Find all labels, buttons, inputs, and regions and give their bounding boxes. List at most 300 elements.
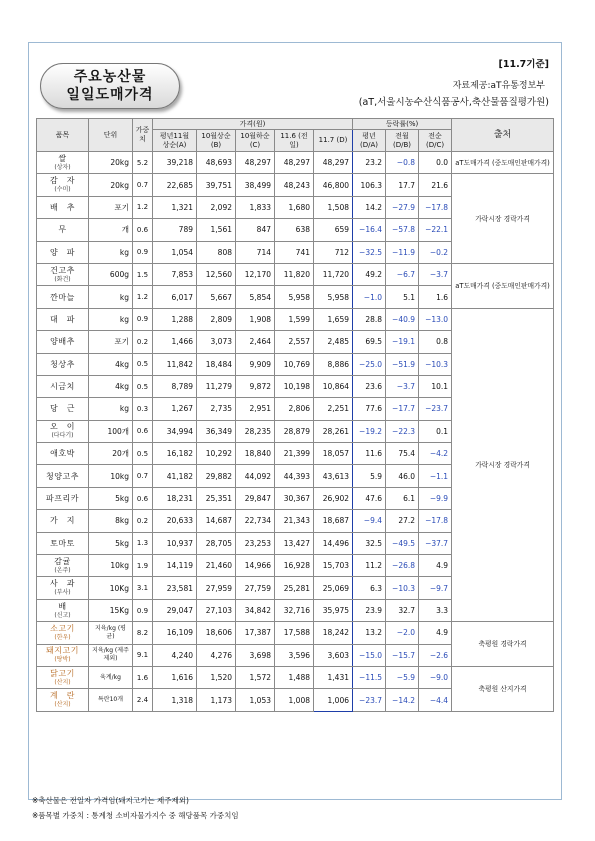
item-weight: 0.5 bbox=[133, 443, 153, 465]
change-cell: −4.4 bbox=[419, 689, 452, 711]
price-cell: 3,603 bbox=[314, 644, 353, 666]
item-weight: 0.7 bbox=[133, 465, 153, 487]
price-cell: 10,769 bbox=[275, 353, 314, 375]
change-cell: −1.0 bbox=[353, 286, 386, 308]
change-cell: 6.3 bbox=[353, 577, 386, 599]
item-weight: 1.9 bbox=[133, 555, 153, 577]
item-weight: 0.5 bbox=[133, 353, 153, 375]
item-name bbox=[37, 308, 89, 330]
change-cell: 69.5 bbox=[353, 331, 386, 353]
change-cell: 0.0 bbox=[419, 152, 452, 174]
price-cell: 44,092 bbox=[236, 465, 275, 487]
change-cell: −17.8 bbox=[419, 510, 452, 532]
item-name bbox=[37, 443, 89, 465]
price-cell: 18,484 bbox=[197, 353, 236, 375]
item-name bbox=[37, 555, 89, 577]
price-cell: 808 bbox=[197, 241, 236, 263]
price-cell: 21,460 bbox=[197, 555, 236, 577]
item-variety: (부사) bbox=[54, 589, 71, 597]
footnote-livestock: ※축산물은 전일자 가격임(돼지고기는 제주제외) bbox=[32, 796, 189, 805]
price-cell: 28,235 bbox=[236, 420, 275, 442]
item-name bbox=[37, 375, 89, 397]
header-price-avg: 평년11월 상순(A) bbox=[153, 130, 197, 152]
change-cell: −17.7 bbox=[386, 398, 419, 420]
price-cell: 5,958 bbox=[314, 286, 353, 308]
report-title-line2: 일일도매가격 bbox=[66, 87, 154, 103]
item-weight: 1.3 bbox=[133, 532, 153, 554]
change-cell: 11.2 bbox=[353, 555, 386, 577]
item-name bbox=[37, 644, 89, 666]
price-cell: 1,173 bbox=[197, 689, 236, 711]
item-unit: 특란10개 bbox=[89, 689, 133, 711]
change-cell: −11.5 bbox=[353, 666, 386, 688]
item-weight: 0.9 bbox=[133, 599, 153, 621]
item-name-text: 감 자 bbox=[50, 176, 75, 186]
item-unit: 4kg bbox=[89, 353, 133, 375]
price-cell: 1,833 bbox=[236, 196, 275, 218]
price-cell: 741 bbox=[275, 241, 314, 263]
price-cell: 10,937 bbox=[153, 532, 197, 554]
price-cell: 6,017 bbox=[153, 286, 197, 308]
item-weight: 0.6 bbox=[133, 420, 153, 442]
price-cell: 18,840 bbox=[236, 443, 275, 465]
item-weight: 0.7 bbox=[133, 174, 153, 196]
price-cell: 10,198 bbox=[275, 375, 314, 397]
item-unit: 20kg bbox=[89, 152, 133, 174]
price-cell: 48,243 bbox=[275, 174, 314, 196]
item-weight: 3.1 bbox=[133, 577, 153, 599]
item-unit: 20개 bbox=[89, 443, 133, 465]
price-source: aT도매가격 (중도매인판매가격) bbox=[452, 263, 554, 308]
data-sources: (aT,서울시농수산식품공사,축산물품질평가원) bbox=[358, 97, 549, 108]
item-weight: 2.4 bbox=[133, 689, 153, 711]
price-cell: 16,928 bbox=[275, 555, 314, 577]
report-title-line1: 주요농산물 bbox=[73, 69, 147, 85]
price-cell: 9,872 bbox=[236, 375, 275, 397]
change-cell: −3.7 bbox=[419, 263, 452, 285]
item-variety: (다다기) bbox=[51, 432, 74, 440]
item-weight: 1.2 bbox=[133, 286, 153, 308]
price-cell: 638 bbox=[275, 219, 314, 241]
item-name bbox=[37, 219, 89, 241]
price-cell: 18,231 bbox=[153, 487, 197, 509]
change-cell: −37.7 bbox=[419, 532, 452, 554]
item-weight: 0.2 bbox=[133, 331, 153, 353]
header-price-group: 가격(원) bbox=[153, 119, 353, 130]
change-cell: 106.3 bbox=[353, 174, 386, 196]
change-cell: −19.2 bbox=[353, 420, 386, 442]
item-unit: 육계/kg bbox=[89, 666, 133, 688]
item-variety: (산지) bbox=[54, 678, 71, 686]
change-cell: −0.2 bbox=[419, 241, 452, 263]
item-variety: (신고) bbox=[54, 611, 71, 619]
price-source: 가락시장 경락가격 bbox=[452, 174, 554, 264]
item-name-text: 무 bbox=[58, 225, 67, 235]
price-cell: 27,759 bbox=[236, 577, 275, 599]
price-cell: 13,427 bbox=[275, 532, 314, 554]
price-cell: 43,613 bbox=[314, 465, 353, 487]
price-cell: 15,703 bbox=[314, 555, 353, 577]
change-cell: 21.6 bbox=[419, 174, 452, 196]
change-cell: −2.0 bbox=[386, 622, 419, 644]
price-cell: 1,680 bbox=[275, 196, 314, 218]
price-cell: 5,958 bbox=[275, 286, 314, 308]
item-variety: (상자) bbox=[54, 163, 71, 171]
change-cell: 3.3 bbox=[419, 599, 452, 621]
change-cell: −9.0 bbox=[419, 666, 452, 688]
price-cell: 46,800 bbox=[314, 174, 353, 196]
price-cell: 8,886 bbox=[314, 353, 353, 375]
item-name bbox=[37, 577, 89, 599]
change-cell: −13.0 bbox=[419, 308, 452, 330]
price-table bbox=[36, 118, 554, 712]
item-name-text: 토마토 bbox=[50, 538, 75, 548]
price-cell: 11,720 bbox=[314, 263, 353, 285]
change-cell: −40.9 bbox=[386, 308, 419, 330]
item-unit: 100개 bbox=[89, 420, 133, 442]
price-source: 축평원 산지가격 bbox=[452, 666, 554, 711]
change-cell: −25.0 bbox=[353, 353, 386, 375]
item-name bbox=[37, 599, 89, 621]
table-row bbox=[37, 174, 554, 196]
price-cell: 29,882 bbox=[197, 465, 236, 487]
change-cell: −3.7 bbox=[386, 375, 419, 397]
change-cell: −51.9 bbox=[386, 353, 419, 375]
price-cell: 1,318 bbox=[153, 689, 197, 711]
item-unit: 20kg bbox=[89, 174, 133, 196]
price-cell: 21,343 bbox=[275, 510, 314, 532]
item-name bbox=[37, 286, 89, 308]
item-name-text: 당 근 bbox=[50, 404, 75, 414]
change-cell: 77.6 bbox=[353, 398, 386, 420]
item-name-text: 배 추 bbox=[50, 202, 75, 212]
change-cell: −2.6 bbox=[419, 644, 452, 666]
change-cell: −5.9 bbox=[386, 666, 419, 688]
item-unit: 5kg bbox=[89, 532, 133, 554]
item-name bbox=[37, 353, 89, 375]
item-weight: 1.5 bbox=[133, 263, 153, 285]
item-unit: 15Kg bbox=[89, 599, 133, 621]
item-name-text: 오 이 bbox=[50, 422, 75, 432]
price-cell: 18,687 bbox=[314, 510, 353, 532]
change-cell: −16.4 bbox=[353, 219, 386, 241]
price-cell: 2,557 bbox=[275, 331, 314, 353]
price-cell: 3,698 bbox=[236, 644, 275, 666]
header-change-period: 전순 (D/C) bbox=[419, 130, 452, 152]
price-cell: 1,006 bbox=[314, 689, 353, 711]
data-provider: 자료제공:aT유통정보부 bbox=[452, 81, 545, 91]
price-cell: 14,496 bbox=[314, 532, 353, 554]
change-cell: −23.7 bbox=[353, 689, 386, 711]
item-variety: (탕박) bbox=[54, 656, 71, 664]
price-cell: 48,297 bbox=[314, 152, 353, 174]
change-cell: −15.7 bbox=[386, 644, 419, 666]
item-unit: 지육/kg (평균) bbox=[89, 622, 133, 644]
item-weight: 0.2 bbox=[133, 510, 153, 532]
item-unit: 600g bbox=[89, 263, 133, 285]
price-cell: 10,292 bbox=[197, 443, 236, 465]
change-cell: −22.3 bbox=[386, 420, 419, 442]
item-name-text: 파프리카 bbox=[46, 494, 79, 504]
price-cell: 1,908 bbox=[236, 308, 275, 330]
table-row bbox=[37, 152, 554, 174]
table-row bbox=[37, 622, 554, 644]
item-name bbox=[37, 263, 89, 285]
price-cell: 2,735 bbox=[197, 398, 236, 420]
change-cell: 75.4 bbox=[386, 443, 419, 465]
change-cell: 0.1 bbox=[419, 420, 452, 442]
item-variety: (수미) bbox=[54, 186, 71, 194]
item-name-text: 쌀 bbox=[58, 153, 67, 163]
price-cell: 36,349 bbox=[197, 420, 236, 442]
item-weight: 9.1 bbox=[133, 644, 153, 666]
item-unit: 10Kg bbox=[89, 577, 133, 599]
item-weight: 0.5 bbox=[133, 375, 153, 397]
header-price-oct-early: 10월상순 (B) bbox=[197, 130, 236, 152]
price-cell: 3,596 bbox=[275, 644, 314, 666]
change-cell: 13.2 bbox=[353, 622, 386, 644]
header-price-oct-late: 10월하순 (C) bbox=[236, 130, 275, 152]
change-cell: 47.6 bbox=[353, 487, 386, 509]
item-name bbox=[37, 532, 89, 554]
price-cell: 11,842 bbox=[153, 353, 197, 375]
price-cell: 1,321 bbox=[153, 196, 197, 218]
price-cell: 26,902 bbox=[314, 487, 353, 509]
change-cell: −22.1 bbox=[419, 219, 452, 241]
price-cell: 28,261 bbox=[314, 420, 353, 442]
change-cell: 28.8 bbox=[353, 308, 386, 330]
item-name-text: 애호박 bbox=[50, 449, 75, 459]
item-name bbox=[37, 398, 89, 420]
change-cell: −1.1 bbox=[419, 465, 452, 487]
price-cell: 34,842 bbox=[236, 599, 275, 621]
change-cell: 23.6 bbox=[353, 375, 386, 397]
price-cell: 2,251 bbox=[314, 398, 353, 420]
item-name-text: 대 파 bbox=[50, 314, 75, 324]
item-name-text: 감귤 bbox=[54, 556, 71, 566]
header-price-today: 11.7 (D) bbox=[314, 130, 353, 152]
header-change-group: 등락률(%) bbox=[353, 119, 452, 130]
item-unit: 개 bbox=[89, 219, 133, 241]
price-source: 가락시장 경락가격 bbox=[452, 308, 554, 621]
item-variety: (산지) bbox=[54, 701, 71, 709]
item-unit: 4kg bbox=[89, 375, 133, 397]
item-name bbox=[37, 689, 89, 711]
item-name-text: 닭고기 bbox=[50, 668, 75, 678]
price-cell: 18,606 bbox=[197, 622, 236, 644]
price-cell: 2,485 bbox=[314, 331, 353, 353]
price-cell: 48,693 bbox=[197, 152, 236, 174]
item-weight: 5.2 bbox=[133, 152, 153, 174]
item-unit: 지육/kg (제주제외) bbox=[89, 644, 133, 666]
report-title-badge bbox=[40, 63, 180, 109]
item-name-text: 배 bbox=[58, 601, 67, 611]
item-name-text: 양배추 bbox=[50, 337, 75, 347]
price-cell: 1,288 bbox=[153, 308, 197, 330]
price-cell: 659 bbox=[314, 219, 353, 241]
price-cell: 22,734 bbox=[236, 510, 275, 532]
item-name-text: 사 과 bbox=[50, 579, 75, 589]
price-cell: 18,242 bbox=[314, 622, 353, 644]
price-cell: 2,806 bbox=[275, 398, 314, 420]
price-cell: 1,520 bbox=[197, 666, 236, 688]
price-cell: 39,218 bbox=[153, 152, 197, 174]
price-cell: 8,789 bbox=[153, 375, 197, 397]
price-cell: 1,488 bbox=[275, 666, 314, 688]
header-change-avg: 평년 (D/A) bbox=[353, 130, 386, 152]
change-cell: 23.9 bbox=[353, 599, 386, 621]
price-cell: 1,431 bbox=[314, 666, 353, 688]
price-cell: 28,705 bbox=[197, 532, 236, 554]
change-cell: 10.1 bbox=[419, 375, 452, 397]
change-cell: −19.1 bbox=[386, 331, 419, 353]
reference-date: [11.7기준] bbox=[498, 59, 549, 70]
price-cell: 11,820 bbox=[275, 263, 314, 285]
price-cell: 20,633 bbox=[153, 510, 197, 532]
item-weight: 1.6 bbox=[133, 666, 153, 688]
price-cell: 29,047 bbox=[153, 599, 197, 621]
price-cell: 18,057 bbox=[314, 443, 353, 465]
header-change-month: 전월 (D/B) bbox=[386, 130, 419, 152]
item-unit: kg bbox=[89, 241, 133, 263]
price-cell: 14,119 bbox=[153, 555, 197, 577]
price-cell: 847 bbox=[236, 219, 275, 241]
change-cell: −10.3 bbox=[386, 577, 419, 599]
item-name-text: 건고추 bbox=[50, 265, 75, 275]
item-unit: 10kg bbox=[89, 555, 133, 577]
change-cell: −14.2 bbox=[386, 689, 419, 711]
price-cell: 7,853 bbox=[153, 263, 197, 285]
item-name-text: 깐마늘 bbox=[50, 292, 75, 302]
price-cell: 1,466 bbox=[153, 331, 197, 353]
item-name-text: 청상추 bbox=[50, 359, 75, 369]
header-price-prev-day: 11.6 (전일) bbox=[275, 130, 314, 152]
change-cell: 23.2 bbox=[353, 152, 386, 174]
item-name-text: 청양고추 bbox=[46, 471, 79, 481]
price-cell: 1,267 bbox=[153, 398, 197, 420]
price-cell: 1,008 bbox=[275, 689, 314, 711]
table-row bbox=[37, 666, 554, 688]
item-name-text: 돼지고기 bbox=[46, 646, 79, 656]
item-unit: 포기 bbox=[89, 196, 133, 218]
table-row bbox=[37, 263, 554, 285]
item-name-text: 계 란 bbox=[50, 691, 75, 701]
item-unit: 8kg bbox=[89, 510, 133, 532]
price-cell: 9,909 bbox=[236, 353, 275, 375]
price-cell: 29,847 bbox=[236, 487, 275, 509]
header-item: 품목 bbox=[37, 119, 89, 152]
item-name-text: 양 파 bbox=[50, 247, 75, 257]
change-cell: −10.3 bbox=[419, 353, 452, 375]
price-cell: 4,240 bbox=[153, 644, 197, 666]
price-cell: 22,685 bbox=[153, 174, 197, 196]
item-unit: kg bbox=[89, 398, 133, 420]
price-cell: 23,581 bbox=[153, 577, 197, 599]
price-cell: 23,253 bbox=[236, 532, 275, 554]
item-unit: 10kg bbox=[89, 465, 133, 487]
price-cell: 1,054 bbox=[153, 241, 197, 263]
item-variety: (온주) bbox=[54, 566, 71, 574]
item-weight: 0.9 bbox=[133, 308, 153, 330]
price-cell: 11,279 bbox=[197, 375, 236, 397]
price-cell: 39,751 bbox=[197, 174, 236, 196]
change-cell: −0.8 bbox=[386, 152, 419, 174]
price-cell: 789 bbox=[153, 219, 197, 241]
change-cell: 32.7 bbox=[386, 599, 419, 621]
item-weight: 0.3 bbox=[133, 398, 153, 420]
item-unit: 5kg bbox=[89, 487, 133, 509]
item-unit: 포기 bbox=[89, 331, 133, 353]
item-weight: 8.2 bbox=[133, 622, 153, 644]
item-name bbox=[37, 174, 89, 196]
change-cell: −49.5 bbox=[386, 532, 419, 554]
price-cell: 28,879 bbox=[275, 420, 314, 442]
price-cell: 1,659 bbox=[314, 308, 353, 330]
price-cell: 2,092 bbox=[197, 196, 236, 218]
change-cell: −17.8 bbox=[419, 196, 452, 218]
change-cell: 5.9 bbox=[353, 465, 386, 487]
change-cell: −11.9 bbox=[386, 241, 419, 263]
price-cell: 1,053 bbox=[236, 689, 275, 711]
price-cell: 1,616 bbox=[153, 666, 197, 688]
price-cell: 38,499 bbox=[236, 174, 275, 196]
price-cell: 27,959 bbox=[197, 577, 236, 599]
change-cell: −9.7 bbox=[419, 577, 452, 599]
change-cell: 49.2 bbox=[353, 263, 386, 285]
item-name-text: 소고기 bbox=[50, 623, 75, 633]
item-name bbox=[37, 510, 89, 532]
item-weight: 1.2 bbox=[133, 196, 153, 218]
change-cell: 27.2 bbox=[386, 510, 419, 532]
item-name bbox=[37, 152, 89, 174]
price-cell: 2,809 bbox=[197, 308, 236, 330]
item-weight: 0.6 bbox=[133, 219, 153, 241]
item-name-text: 시금치 bbox=[50, 382, 75, 392]
price-cell: 14,966 bbox=[236, 555, 275, 577]
change-cell: −23.7 bbox=[419, 398, 452, 420]
price-cell: 2,951 bbox=[236, 398, 275, 420]
change-cell: 11.6 bbox=[353, 443, 386, 465]
change-cell: 4.9 bbox=[419, 555, 452, 577]
price-cell: 16,109 bbox=[153, 622, 197, 644]
price-source: aT도매가격 (중도매인판매가격) bbox=[452, 152, 554, 174]
item-name bbox=[37, 465, 89, 487]
price-cell: 44,393 bbox=[275, 465, 314, 487]
price-cell: 30,367 bbox=[275, 487, 314, 509]
change-cell: 17.7 bbox=[386, 174, 419, 196]
item-weight: 0.9 bbox=[133, 241, 153, 263]
price-cell: 25,351 bbox=[197, 487, 236, 509]
price-cell: 48,297 bbox=[236, 152, 275, 174]
change-cell: 46.0 bbox=[386, 465, 419, 487]
header-weight: 가중치 bbox=[133, 119, 153, 152]
price-cell: 25,281 bbox=[275, 577, 314, 599]
item-name bbox=[37, 241, 89, 263]
footnote-weights: ※품목별 가중치 : 통계청 소비자물가지수 중 해당품목 가중치임 bbox=[32, 811, 239, 820]
item-name bbox=[37, 331, 89, 353]
change-cell: −15.0 bbox=[353, 644, 386, 666]
price-cell: 14,687 bbox=[197, 510, 236, 532]
price-cell: 41,182 bbox=[153, 465, 197, 487]
header-source: 출처 bbox=[452, 119, 554, 152]
change-cell: −9.9 bbox=[419, 487, 452, 509]
item-weight: 0.6 bbox=[133, 487, 153, 509]
price-cell: 27,103 bbox=[197, 599, 236, 621]
item-name bbox=[37, 666, 89, 688]
price-cell: 3,073 bbox=[197, 331, 236, 353]
change-cell: −6.7 bbox=[386, 263, 419, 285]
price-cell: 5,667 bbox=[197, 286, 236, 308]
